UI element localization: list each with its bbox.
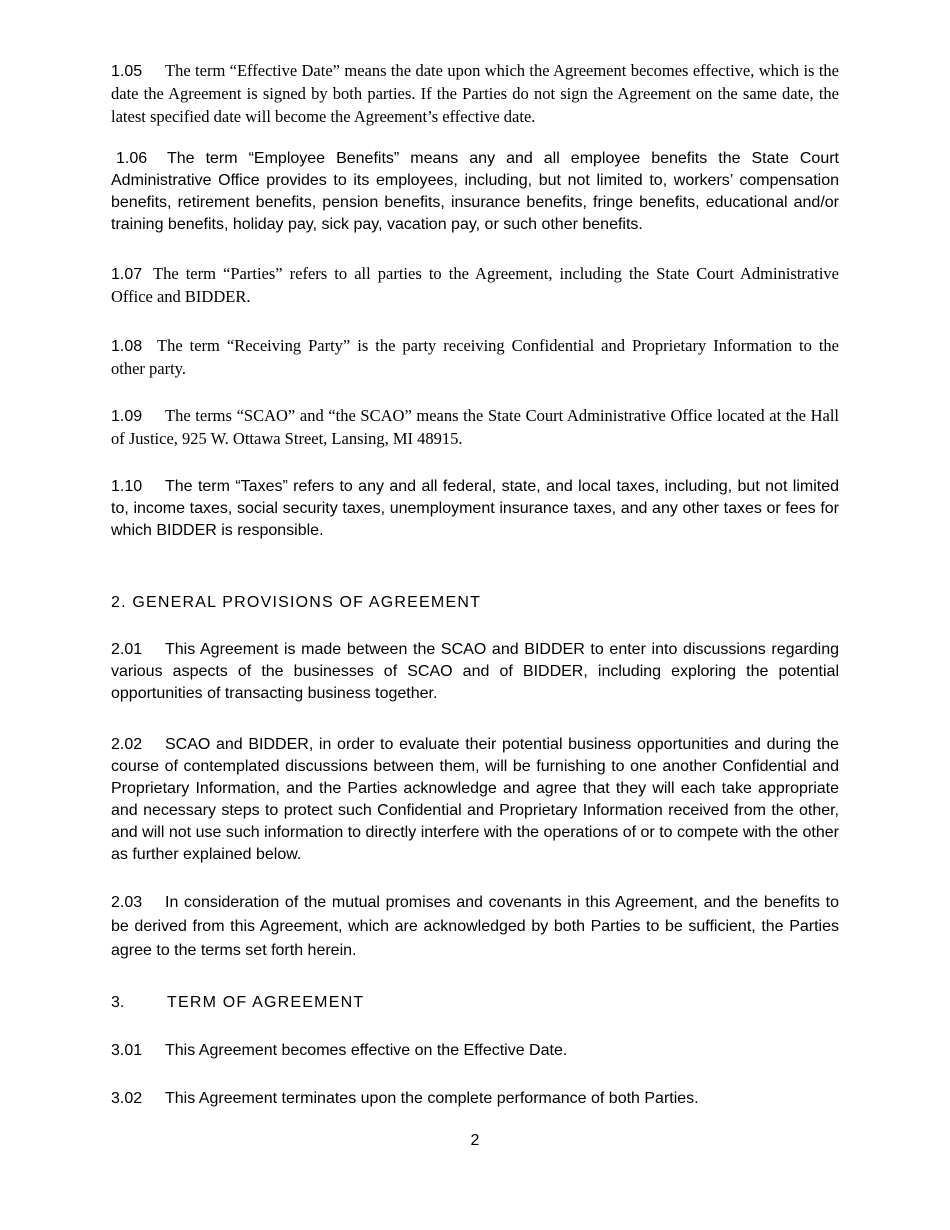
section-number: 2.01 — [111, 641, 143, 658]
section-number: 2.03 — [111, 894, 143, 911]
section-text: The term “Receiving Party” is the party receiving Confidential and Proprietary Information to the other party. — [111, 336, 839, 378]
section-text: The term “Effective Date” means the date upon which the Agreement becomes effective, which is the date the Agreement is signed by both parties. If the Parties do not sign the Agreement on the same date, the latest specified date will become the Agreement’s effective date. — [111, 61, 839, 126]
section-text: This Agreement becomes effective on the Effective Date. — [165, 1042, 568, 1059]
section-text: In consideration of the mutual promises and covenants in this Agreement, and the benefits to be derived from this Agreement, which are acknowledged by both Parties to be sufficient, the Parties agree to the terms set forth herein. — [111, 894, 839, 959]
section-number: 3.02 — [111, 1090, 143, 1107]
heading-text: 2. GENERAL PROVISIONS OF AGREEMENT — [111, 594, 482, 611]
section-1-06 — [111, 148, 839, 236]
section-number: 1.10 — [111, 478, 143, 495]
section-1-05 — [111, 60, 839, 129]
section-text: SCAO and BIDDER, in order to evaluate their potential business opportunities and during the course of contemplated discussions between them, will be furnishing to one another Confidential and Proprietary Information, and the Parties acknowledge and agree that they will each take appropriate and necessary steps to protect such Confidential and Proprietary Information received from the other, and will not use such information to directly interfere with the operations of or to compete with the other as further explained below. — [111, 736, 839, 863]
section-number: 1.05 — [111, 63, 143, 80]
section-number: 2.02 — [111, 736, 143, 753]
section-number: 1.07 — [111, 266, 143, 283]
page-number: 2 — [470, 1132, 480, 1149]
section-1-09 — [111, 405, 839, 451]
section-3-02 — [111, 1088, 839, 1110]
section-number: 3.01 — [111, 1042, 143, 1059]
section-number: 1.06 — [116, 150, 148, 167]
section-1-08 — [111, 335, 839, 381]
section-text: The terms “SCAO” and “the SCAO” means the State Court Administrative Office located at the Hall of Justice, 925 W. Ottawa Street, Lansing, MI 48915. — [111, 406, 839, 448]
section-text: The term “Taxes” refers to any and all federal, state, and local taxes, including, but not limited to, income taxes, social security taxes, unemployment insurance taxes, and any other taxes or fees for which BIDDER is responsible. — [111, 478, 839, 539]
heading-term-of-agreement — [111, 992, 364, 1014]
section-text: The term “Employee Benefits” means any and all employee benefits the State Court Administrative Office provides to its employees, including, but not limited to, workers’ compensation benefits, retirement benefits, pension benefits, insurance benefits, fringe benefits, educational and/or training benefits, holiday pay, sick pay, vacation pay, or such other benefits. — [111, 150, 839, 233]
section-text: The term “Parties” refers to all parties to the Agreement, including the State Court Administrative Office and BIDDER. — [111, 264, 839, 306]
section-number: 1.08 — [111, 338, 143, 355]
section-2-01 — [111, 639, 839, 705]
section-1-07 — [111, 263, 839, 309]
heading-number: 3. — [111, 994, 125, 1011]
section-text: This Agreement is made between the SCAO and BIDDER to enter into discussions regarding various aspects of the businesses of SCAO and of BIDDER, including exploring the potential opportunities of transacting business together. — [111, 641, 839, 702]
section-3-01 — [111, 1040, 839, 1062]
section-2-03 — [111, 891, 839, 963]
heading-general-provisions — [111, 592, 481, 614]
section-number: 1.09 — [111, 408, 143, 425]
section-1-10 — [111, 476, 839, 542]
section-text: This Agreement terminates upon the complete performance of both Parties. — [165, 1090, 699, 1107]
section-2-02 — [111, 734, 839, 866]
heading-text: TERM OF AGREEMENT — [167, 994, 365, 1011]
